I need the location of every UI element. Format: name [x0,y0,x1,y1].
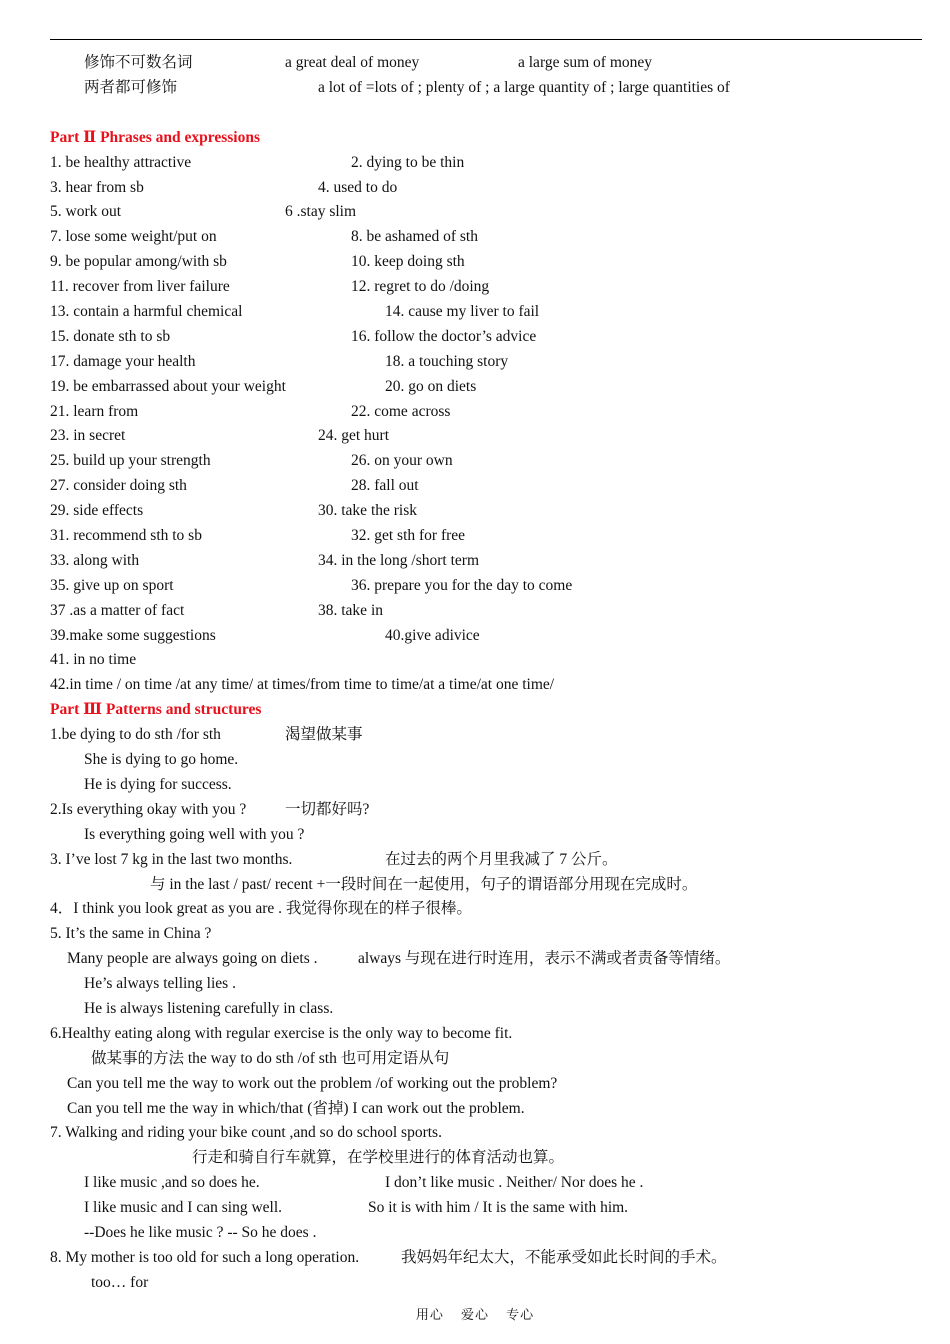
phrase-row [50,151,922,176]
pattern-line-text: 2.Is everything okay with you ? [50,800,247,818]
phrase-row [50,474,922,499]
phrase-row [50,375,922,400]
phrase-row-text: 5. work out [50,203,122,221]
intro-line-text: a great deal of money [285,54,420,71]
part3-heading-text: Part Ⅲ Patterns and structures [50,701,262,719]
phrase-row-text: 28. fall out [351,477,419,495]
phrase-row-text: 18. a touching story [385,352,509,370]
phrase-row [50,424,922,449]
pattern-line-text: Can you tell me the way in which/that (省掉) I can work out the problem. [67,1099,525,1117]
part3-heading [50,698,922,723]
phrase-list [50,151,922,699]
phrase-row [50,176,922,201]
phrase-row-text: 42.in time / on time /at any time/ at times/from time to time/at a time/at one time/ [50,676,555,694]
phrase-row-text: 13. contain a harmful chemical [50,303,243,321]
pattern-line-text: 5. It’s the same in China ? [50,925,212,943]
pattern-line [50,1171,922,1196]
pattern-line [50,1146,922,1171]
pattern-list [50,723,922,1295]
intro-section [50,51,922,101]
phrase-row [50,200,922,225]
pattern-line-text: too… for [91,1273,149,1291]
pattern-line-text: 一切都好吗? [285,800,370,818]
pattern-line-text: always 与现在进行时连用，表示不满或者责备等情绪。 [358,950,731,968]
phrase-row-text: 4. used to do [318,178,398,196]
phrase-row-text: 39.make some suggestions [50,626,216,644]
phrase-row-text: 40.give adivice [385,626,480,644]
pattern-line-text: 8. My mother is too old for such a long operation. [50,1248,360,1266]
phrase-row-text: 24. get hurt [318,427,390,445]
phrase-row [50,350,922,375]
phrase-row-text: 22. come across [351,402,451,420]
pattern-line-text: 1.be dying to do sth /for sth [50,726,221,744]
phrase-row-text: 36. prepare you for the day to come [351,576,573,594]
part2-heading [50,126,922,151]
footer-word: 专心 [506,1308,535,1323]
pattern-line-text: 7. Walking and riding your bike count ,and so do school sports. [50,1124,442,1142]
pattern-line [50,873,922,898]
phrase-row [50,599,922,624]
phrase-row-text: 35. give up on sport [50,576,174,594]
phrase-row-text: 11. recover from liver failure [50,278,230,296]
phrase-row-text: 34. in the long /short term [318,551,480,569]
pattern-line-text: 6.Healthy eating along with regular exercise is the only way to become fit. [50,1024,513,1042]
pattern-line-text: I don’t like music . Neither/ Nor does he . [385,1174,644,1192]
pattern-line-text: 我妈妈年纪太大，不能承受如此长时间的手术。 [401,1248,727,1266]
pattern-line [50,1022,922,1047]
pattern-line [50,748,922,773]
document-body [50,51,922,1296]
top-rule [50,39,922,40]
phrase-row-text: 6 .stay slim [285,203,357,221]
pattern-line [50,848,922,873]
intro-line-text: a large sum of money [518,54,653,71]
phrase-row [50,250,922,275]
phrase-row [50,648,922,673]
phrase-row-text: 26. on your own [351,452,453,470]
phrase-row [50,275,922,300]
pattern-line [50,997,922,1022]
phrase-row-text: 38. take in [318,601,383,619]
phrase-row [50,574,922,599]
pattern-line [50,1121,922,1146]
intro-uncountable-modifiers [50,51,922,76]
pattern-line [50,972,922,997]
phrase-row-text: 32. get sth for free [351,527,466,545]
pattern-line [50,1271,922,1296]
pattern-line-text: 与 in the last / past/ recent +一段时间在一起使用，句子的谓语部分用现在完成时。 [150,875,698,893]
pattern-line [50,1196,922,1221]
pattern-line-text: Many people are always going on diets . [67,950,318,968]
phrase-row-text: 12. regret to do /doing [351,278,490,296]
phrase-row-text: 16. follow the doctor’s advice [351,327,537,345]
phrase-row [50,449,922,474]
phrase-row-text: 30. take the risk [318,502,418,520]
pattern-line [50,723,922,748]
pattern-line-text: He’s always telling lies . [84,975,236,993]
part2-heading-text: Part Ⅱ Phrases and expressions [50,128,260,146]
phrase-row-text: 27. consider doing sth [50,477,187,495]
footer-word: 爱心 [460,1308,489,1323]
phrase-row-text: 33. along with [50,551,140,569]
pattern-line-text: I like music ,and so does he. [84,1174,260,1192]
pattern-line-text: --Does he like music ? -- So he does . [84,1223,317,1241]
pattern-line [50,1221,922,1246]
pattern-line [50,1047,922,1072]
phrase-row [50,400,922,425]
intro-line-text: 两者都可修饰 [84,78,178,96]
phrase-row [50,225,922,250]
phrase-row [50,300,922,325]
phrase-row [50,549,922,574]
pattern-line-text: She is dying to go home. [84,751,239,769]
phrase-row-text: 37 .as a matter of fact [50,601,185,619]
phrase-row-text: 17. damage your health [50,352,196,370]
pattern-line [50,773,922,798]
pattern-line [50,798,922,823]
pattern-line [50,922,922,947]
phrase-row-text: 21. learn from [50,402,139,420]
pattern-line [50,1246,922,1271]
phrase-row [50,524,922,549]
footer-word: 用心 [415,1308,444,1323]
pattern-line-text: 渴望做某事 [285,726,363,744]
phrase-row-text: 9. be popular among/with sb [50,253,227,271]
phrase-row-text: 19. be embarrassed about your weight [50,377,286,395]
phrase-row-text: 15. donate sth to sb [50,327,171,345]
pattern-line-text: He is dying for success. [84,775,232,793]
intro-both-modifiers [50,76,922,101]
phrase-row-text: 25. build up your strength [50,452,211,470]
pattern-line-text: So it is with him / It is the same with him. [368,1199,629,1217]
pattern-line-text: 4．I think you look great as you are . 我觉得你现在的样子很棒。 [50,900,472,918]
phrase-row-text: 41. in no time [50,651,137,669]
pattern-line [50,1097,922,1122]
pattern-line-text: He is always listening carefully in class. [84,999,334,1017]
phrase-row-text: 14. cause my liver to fail [385,303,540,321]
pattern-line [50,823,922,848]
pattern-line [50,897,922,922]
pattern-line [50,1072,922,1097]
phrase-row-text: 20. go on diets [385,377,477,395]
pattern-line [50,947,922,972]
phrase-row [50,624,922,649]
section-gap [50,101,922,126]
phrase-row [50,325,922,350]
phrase-row-text: 31. recommend sth to sb [50,527,202,545]
phrase-row-text: 3. hear from sb [50,178,144,196]
phrase-row-text: 23. in secret [50,427,126,445]
page-footer [0,1304,950,1323]
phrase-row-text: 1. be healthy attractive [50,153,192,171]
phrase-row [50,499,922,524]
phrase-row-text: 10. keep doing sth [351,253,465,271]
pattern-line-text: 行走和骑自行车就算，在学校里进行的体育活动也算。 [192,1149,565,1167]
pattern-line-text: 3. I’ve lost 7 kg in the last two months. [50,850,293,868]
pattern-line-text: Can you tell me the way to work out the problem /of working out the problem? [67,1074,558,1092]
phrase-row [50,673,922,698]
pattern-line-text: Is everything going well with you ? [84,825,305,843]
phrase-row-text: 8. be ashamed of sth [351,228,478,246]
pattern-line-text: I like music and I can sing well. [84,1199,283,1217]
intro-line-text: 修饰不可数名词 [84,54,193,71]
phrase-row-text: 2. dying to be thin [351,153,465,171]
phrase-row-text: 29. side effects [50,502,144,520]
intro-line-text: a lot of =lots of ; plenty of ; a large quantity of ; large quantities of [318,78,730,96]
pattern-line-text: 在过去的两个月里我减了 7 公斤。 [385,850,618,868]
phrase-row-text: 7. lose some weight/put on [50,228,217,246]
pattern-line-text: 做某事的方法 the way to do sth /of sth 也可用定语从句 [91,1049,450,1067]
